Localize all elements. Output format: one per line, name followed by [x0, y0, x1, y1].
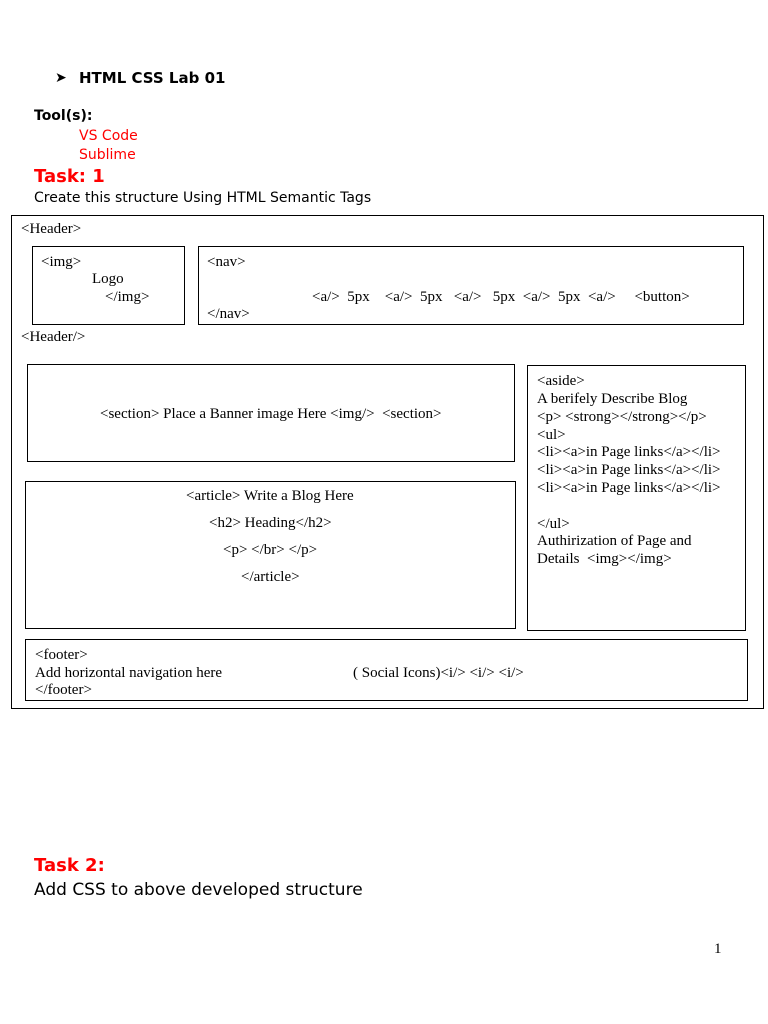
- nav-close-tag: </nav>: [207, 306, 250, 322]
- article-close-tag: </article>: [241, 569, 300, 585]
- task2-description: Add CSS to above developed structure: [34, 880, 363, 900]
- tool-label: Sublime: [79, 147, 136, 163]
- aside-line: <li><a>in Page links</a></li>: [537, 462, 721, 478]
- img-close-tag: </img>: [105, 289, 150, 305]
- aside-line: Authirization of Page and: [537, 533, 692, 549]
- logo-label: Logo: [92, 271, 124, 287]
- nav-links-text: <a/> 5px <a/> 5px <a/> 5px <a/> 5px <a/> <button>: [312, 289, 690, 305]
- task1-description: Create this structure Using HTML Semantic Tags: [34, 190, 372, 206]
- footer-nav-text: Add horizontal navigation here: [35, 665, 223, 681]
- header-open-tag: <Header>: [21, 221, 82, 237]
- article-open-tag: <article> Write a Blog Here: [186, 488, 354, 504]
- heading-arrow-icon: ➤: [55, 70, 67, 86]
- header-close-tag: <Header/>: [21, 329, 86, 345]
- nav-open-tag: <nav>: [207, 254, 246, 270]
- tool-item-vscode: [56, 128, 138, 144]
- page-title: HTML CSS Lab 01: [79, 69, 226, 87]
- aside-line: <ul>: [537, 427, 566, 443]
- tool-label: VS Code: [79, 128, 138, 144]
- img-open-tag: <img>: [41, 254, 82, 270]
- task2-heading: Task 2:: [34, 855, 105, 876]
- aside-line: <aside>: [537, 373, 585, 389]
- article-heading-tag: <h2> Heading</h2>: [209, 515, 332, 531]
- section-text: <section> Place a Banner image Here <img/> <section>: [100, 406, 442, 422]
- aside-line: <p> <strong></strong></p>: [537, 409, 707, 425]
- section-banner-box: [27, 364, 515, 462]
- task1-heading: Task: 1: [34, 166, 105, 187]
- tools-label: Tool(s):: [34, 108, 93, 124]
- footer-social-text: ( Social Icons)<i/> <i/> <i/>: [353, 665, 524, 681]
- aside-box: [527, 365, 746, 631]
- logo-img-box: [32, 246, 185, 325]
- aside-line: <li><a>in Page links</a></li>: [537, 444, 721, 460]
- footer-box: [25, 639, 748, 701]
- page-number: 1: [714, 941, 722, 957]
- aside-line: A berifely Describe Blog: [537, 391, 688, 407]
- nav-box: [198, 246, 744, 325]
- footer-close-tag: </footer>: [35, 682, 92, 698]
- aside-line: Details <img></img>: [537, 551, 672, 567]
- aside-line: <li><a>in Page links</a></li>: [537, 480, 721, 496]
- article-box: [25, 481, 516, 629]
- article-paragraph-tag: <p> </br> </p>: [223, 542, 318, 558]
- tool-item-sublime: [56, 147, 136, 163]
- footer-open-tag: <footer>: [35, 647, 88, 663]
- aside-line: </ul>: [537, 516, 570, 532]
